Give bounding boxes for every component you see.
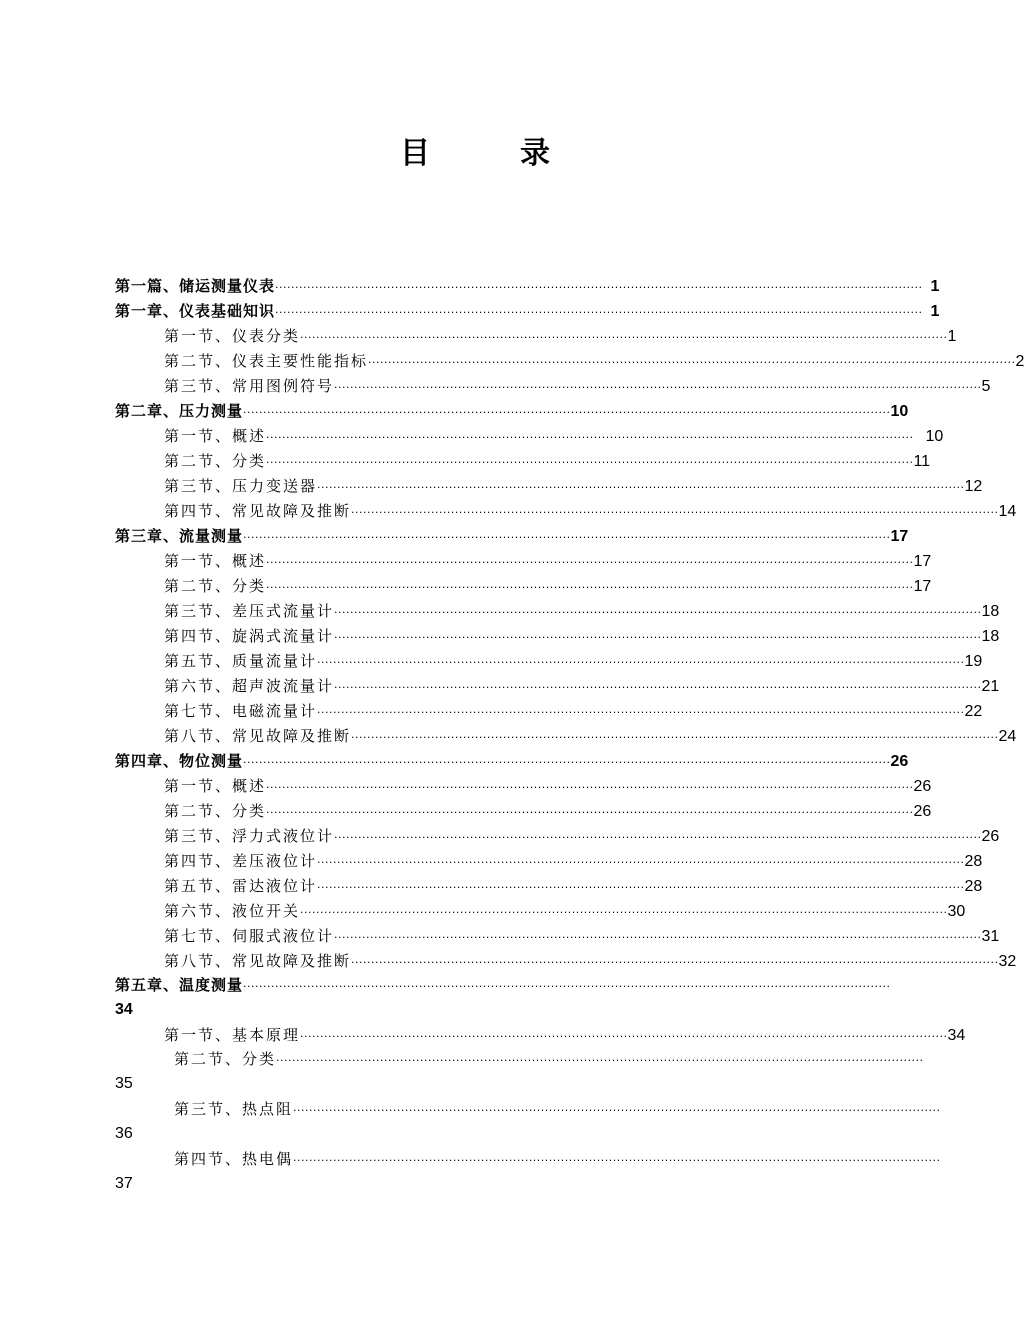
dot-leader: ··································································································································································	[266, 456, 914, 469]
toc-entry[interactable]	[164, 599, 1000, 623]
toc-entry[interactable]	[164, 799, 932, 823]
toc-entry-label: 第三节、压力变送器	[164, 477, 318, 495]
toc-entry[interactable]	[115, 299, 940, 323]
dot-leader: ··································································································································································	[300, 906, 948, 919]
toc-entry-label: 第一节、基本原理	[164, 1026, 301, 1044]
toc-entry-label: 第四节、常见故障及推断	[164, 502, 352, 520]
toc-entry[interactable]	[164, 824, 1000, 848]
toc-entry-page: 26	[981, 828, 1000, 845]
toc-entry[interactable]	[174, 1047, 924, 1071]
dot-leader: ··································································································································································	[317, 481, 965, 494]
toc-entry[interactable]	[115, 973, 891, 997]
toc-entry[interactable]	[164, 849, 983, 873]
toc-entry-page: 34	[947, 1027, 966, 1044]
dot-leader: ··································································································································································	[351, 731, 999, 744]
toc-entry[interactable]	[164, 1023, 966, 1047]
dot-leader: ··································································································································································	[317, 856, 965, 869]
toc-entry-label: 第二节、仪表主要性能指标	[164, 352, 369, 370]
toc-entry[interactable]	[164, 899, 966, 923]
toc-entry-page: 14	[998, 503, 1017, 520]
toc-entry-label: 第三节、浮力式液位计	[164, 827, 335, 845]
toc-entry-label: 第五节、质量流量计	[164, 652, 318, 670]
toc-entry[interactable]	[164, 424, 944, 448]
dot-leader: ··································································································································································	[300, 331, 948, 344]
toc-entry-label: 第二节、分类	[164, 452, 267, 470]
toc-entry-page: 37	[115, 1175, 133, 1192]
toc-entry[interactable]	[164, 474, 983, 498]
dot-leader: ··································································································································································	[243, 531, 891, 544]
toc-entry-label: 第七节、电磁流量计	[164, 702, 318, 720]
toc-entry-page: 21	[981, 678, 1000, 695]
toc-entry-page: 17	[890, 528, 909, 545]
toc-entry[interactable]	[164, 549, 932, 573]
dot-leader: ··································································································································································	[300, 1030, 948, 1043]
toc-entry[interactable]	[164, 574, 932, 598]
toc-entry-label: 第四节、热电偶	[174, 1150, 294, 1168]
toc-entry-label: 第一节、概述	[164, 427, 267, 445]
dot-leader: ··································································································································································	[368, 356, 1016, 369]
toc-entry-page: 5	[981, 378, 991, 395]
toc-entry-page: 34	[115, 1001, 133, 1018]
toc-entry-page: 2	[1015, 353, 1024, 370]
toc-entry-label: 第三节、差压式流量计	[164, 602, 335, 620]
toc-entry[interactable]	[164, 774, 932, 798]
dot-leader: ··································································································································································	[334, 831, 982, 844]
dot-leader: ··································································································································································	[334, 606, 982, 619]
toc-entry-page: 12	[964, 478, 983, 495]
toc-entry[interactable]	[174, 1097, 941, 1121]
dot-leader: ··································································································································································	[351, 506, 999, 519]
dot-leader: ··································································································································································	[243, 406, 891, 419]
toc-entry[interactable]	[164, 724, 1017, 748]
toc-entry-page: 28	[964, 878, 983, 895]
toc-entry-page: 26	[913, 803, 932, 820]
dot-leader: ··································································································································································	[334, 631, 982, 644]
toc-entry[interactable]	[164, 924, 1000, 948]
toc-entry-page: 10	[925, 428, 944, 445]
toc-entry-label: 第八节、常见故障及推断	[164, 727, 352, 745]
toc-entry-page: 17	[913, 553, 932, 570]
dot-leader: ··································································································································································	[276, 1054, 924, 1067]
toc-entry-label: 第二节、分类	[164, 802, 267, 820]
toc-entry-label: 第一节、仪表分类	[164, 327, 301, 345]
dot-leader: ··································································································································································	[334, 681, 982, 694]
toc-entry-page: 36	[115, 1125, 133, 1142]
toc-entry[interactable]	[164, 374, 991, 398]
dot-leader: ··································································································································································	[266, 806, 914, 819]
dot-leader: ··································································································································································	[334, 931, 982, 944]
toc-entry[interactable]	[164, 674, 1000, 698]
dot-leader: ··································································································································································	[317, 706, 965, 719]
toc-entry-label: 第一篇、储运测量仪表	[115, 277, 276, 295]
toc-entry-label: 第二节、分类	[174, 1050, 277, 1068]
toc-entry[interactable]	[174, 1147, 941, 1171]
dot-leader: ··································································································································································	[275, 281, 923, 294]
toc-entry[interactable]	[115, 749, 909, 773]
toc-entry[interactable]	[164, 349, 1024, 373]
dot-leader: ··································································································································································	[334, 381, 982, 394]
toc-entry[interactable]	[164, 949, 1017, 973]
toc-entry[interactable]	[164, 624, 1000, 648]
toc-entry[interactable]	[164, 649, 983, 673]
toc-entry[interactable]	[164, 449, 931, 473]
toc-entry-label: 第五节、雷达液位计	[164, 877, 318, 895]
toc-entry-page: 22	[964, 703, 983, 720]
toc-entry-label: 第六节、超声波流量计	[164, 677, 335, 695]
toc-entry-label: 第五章、温度测量	[115, 976, 244, 994]
toc-entry-label: 第四节、旋涡式流量计	[164, 627, 335, 645]
toc-entry[interactable]	[115, 399, 909, 423]
toc-entry-label: 第六节、液位开关	[164, 902, 301, 920]
dot-leader: ··································································································································································	[293, 1154, 941, 1167]
dot-leader: ··································································································································································	[266, 781, 914, 794]
toc-entry-page: 28	[964, 853, 983, 870]
toc-entry-page: 19	[964, 653, 983, 670]
toc-entry-page: 1	[930, 278, 940, 295]
toc-entry-label: 第三节、常用图例符号	[164, 377, 335, 395]
dot-leader: ··································································································································································	[266, 556, 914, 569]
dot-leader: ··································································································································································	[243, 756, 891, 769]
toc-entry-page: 26	[913, 778, 932, 795]
toc-entry-label: 第四章、物位测量	[115, 752, 244, 770]
toc-entry-label: 第一节、概述	[164, 777, 267, 795]
toc-entry-page: 11	[913, 453, 931, 470]
dot-leader: ··································································································································································	[243, 980, 891, 993]
toc-entry-page: 17	[913, 578, 932, 595]
toc-entry-label: 第一章、仪表基础知识	[115, 302, 276, 320]
toc-entry-label: 第三节、热点阻	[174, 1100, 294, 1118]
toc-entry-page: 31	[981, 928, 1000, 945]
toc-entry-label: 第八节、常见故障及推断	[164, 952, 352, 970]
toc-entry[interactable]	[164, 874, 983, 898]
toc-entry-label: 第三章、流量测量	[115, 527, 244, 545]
toc-entry-page: 1	[947, 328, 957, 345]
dot-leader: ··································································································································································	[317, 881, 965, 894]
toc-entry-page: 30	[947, 903, 966, 920]
page-title: 目 录	[400, 136, 580, 171]
toc-entry-page: 32	[998, 953, 1017, 970]
toc-entry[interactable]	[164, 324, 957, 348]
toc-entry-label: 第七节、伺服式液位计	[164, 927, 335, 945]
toc-entry-page: 1	[930, 303, 940, 320]
toc-entry[interactable]	[115, 274, 940, 298]
toc-entry-page: 18	[981, 628, 1000, 645]
toc-entry-page: 24	[998, 728, 1017, 745]
dot-leader: ··································································································································································	[351, 956, 999, 969]
dot-leader: ··································································································································································	[317, 656, 965, 669]
toc-entry[interactable]	[115, 524, 909, 548]
toc-entry[interactable]	[164, 499, 1017, 523]
toc-entry[interactable]	[164, 699, 983, 723]
toc-entry-page: 18	[981, 603, 1000, 620]
toc-entry-page: 35	[115, 1075, 133, 1092]
dot-leader: ··································································································································································	[293, 1104, 941, 1117]
dot-leader: ··································································································································································	[266, 431, 914, 444]
toc-entry-page: 10	[890, 403, 909, 420]
toc-entry-label: 第一节、概述	[164, 552, 267, 570]
dot-leader: ··································································································································································	[266, 581, 914, 594]
toc-entry-label: 第四节、差压液位计	[164, 852, 318, 870]
dot-leader: ··································································································································································	[275, 306, 923, 319]
toc-entry-page: 26	[890, 753, 909, 770]
toc-entry-label: 第二节、分类	[164, 577, 267, 595]
toc-entry-label: 第二章、压力测量	[115, 402, 244, 420]
